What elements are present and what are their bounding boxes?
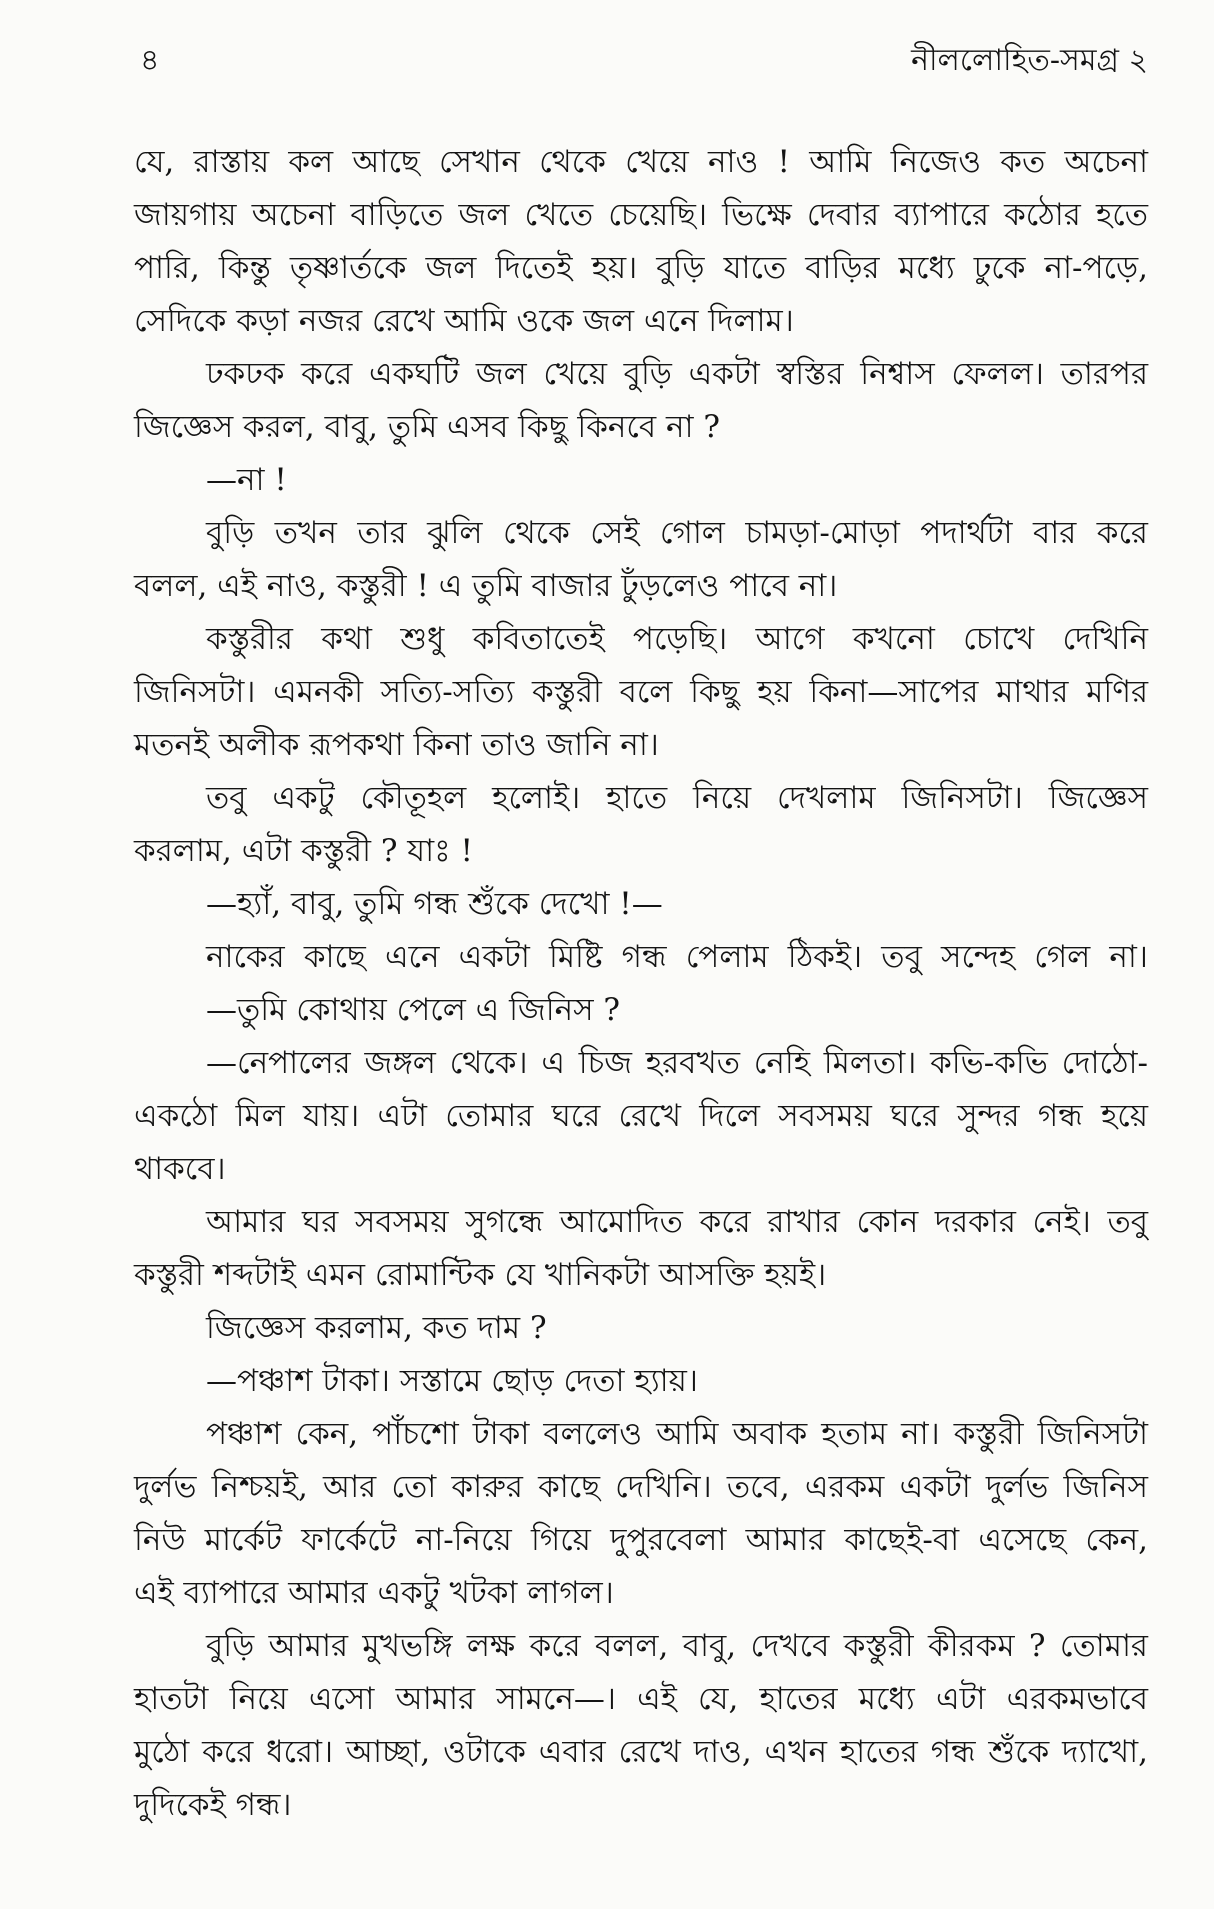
running-title: নীললোহিত-সমগ্র ২ — [911, 43, 1148, 78]
text-line: আমার ঘর সবসময় সুগন্ধে আমোদিত করে রাখার কোন দরকার নেই। তবু — [206, 1204, 1148, 1240]
text-line: —না ! — [206, 462, 287, 498]
text-line: মুঠো করে ধরো। আচ্ছা, ওটাকে এবার রেখে দাও, এখন হাতের গন্ধ শুঁকে দ্যাখো, — [134, 1734, 1148, 1770]
text-line: যে, রাস্তায় কল আছে সেখান থেকে খেয়ে নাও ! আমি নিজেও কত অচেনা — [134, 144, 1148, 180]
text-line: বুড়ি আমার মুখভঙ্গি লক্ষ করে বলল, বাবু, দেখবে কস্তুরী কীরকম ? তোমার — [206, 1628, 1148, 1664]
page-number: ৪ — [140, 43, 160, 78]
text-line: জিজ্ঞেস করল, বাবু, তুমি এসব কিছু কিনবে না ? — [134, 409, 720, 445]
text-line: —তুমি কোথায় পেলে এ জিনিস ? — [206, 992, 621, 1028]
text-line: কস্তুরীর কথা শুধু কবিতাতেই পড়েছি। আগে কখনো চোখে দেখিনি — [206, 621, 1148, 657]
text-line: পারি, কিন্তু তৃষ্ণার্তকে জল দিতেই হয়। বুড়ি যাতে বাড়ির মধ্যে ঢুকে না-পড়ে, — [134, 250, 1148, 286]
text-line: তবু একটু কৌতূহল হলোই। হাতে নিয়ে দেখলাম জিনিসটা। জিজ্ঞেস — [206, 780, 1148, 816]
text-line: —পঞ্চাশ টাকা। সস্তামে ছোড় দেতা হ্যায়। — [206, 1363, 699, 1399]
text-line: পঞ্চাশ কেন, পাঁচশো টাকা বললেও আমি অবাক হতাম না। কস্তুরী জিনিসটা — [206, 1416, 1148, 1452]
text-line: দুর্লভ নিশ্চয়ই, আর তো কারুর কাছে দেখিনি। তবে, এরকম একটা দুর্লভ জিনিস — [134, 1469, 1148, 1505]
text-line: থাকবে। — [134, 1151, 226, 1187]
text-line: নিউ মার্কেট ফার্কেটে না-নিয়ে গিয়ে দুপুরবেলা আমার কাছেই-বা এসেছে কেন, — [134, 1522, 1148, 1558]
text-line: —হ্যাঁ, বাবু, তুমি গন্ধ শুঁকে দেখো !— — [206, 886, 663, 922]
text-line: এই ব্যাপারে আমার একটু খটকা লাগল। — [134, 1575, 614, 1611]
text-line: জিনিসটা। এমনকী সত্যি-সত্যি কস্তুরী বলে কিছু হয় কিনা—সাপের মাথার মণির — [134, 674, 1148, 710]
text-line: কস্তুরী শব্দটাই এমন রোমান্টিক যে খানিকটা আসক্তি হয়ই। — [134, 1257, 827, 1293]
text-line: বুড়ি তখন তার ঝুলি থেকে সেই গোল চামড়া-মোড়া পদার্থটা বার করে — [206, 515, 1148, 551]
text-line: ঢকঢক করে একঘটি জল খেয়ে বুড়ি একটা স্বস্তির নিশ্বাস ফেলল। তারপর — [206, 356, 1148, 392]
text-line: দুদিকেই গন্ধ। — [134, 1787, 292, 1823]
text-line: নাকের কাছে এনে একটা মিষ্টি গন্ধ পেলাম ঠিকই। তবু সন্দেহ গেল না। — [206, 939, 1148, 975]
text-line: জায়গায় অচেনা বাড়িতে জল খেতে চেয়েছি। ভিক্ষে দেবার ব্যাপারে কঠোর হতে — [134, 197, 1148, 233]
text-line: করলাম, এটা কস্তুরী ? যাঃ ! — [134, 833, 473, 869]
text-line: বলল, এই নাও, কস্তুরী ! এ তুমি বাজার ঢুঁড়লেও পাবে না। — [134, 568, 838, 604]
text-line: —নেপালের জঙ্গল থেকে। এ চিজ হরবখত নেহি মিলতা। কভি-কভি দোঠো- — [206, 1045, 1148, 1081]
text-line: সেদিকে কড়া নজর রেখে আমি ওকে জল এনে দিলাম। — [134, 303, 794, 339]
text-line: একঠো মিল যায়। এটা তোমার ঘরে রেখে দিলে সবসময় ঘরে সুন্দর গন্ধ হয়ে — [134, 1098, 1148, 1134]
text-line: জিজ্ঞেস করলাম, কত দাম ? — [206, 1310, 547, 1346]
text-line: মতনই অলীক রূপকথা কিনা তাও জানি না। — [134, 727, 659, 763]
text-line: হাতটা নিয়ে এসো আমার সামনে—। এই যে, হাতের মধ্যে এটা এরকমভাবে — [134, 1681, 1148, 1717]
